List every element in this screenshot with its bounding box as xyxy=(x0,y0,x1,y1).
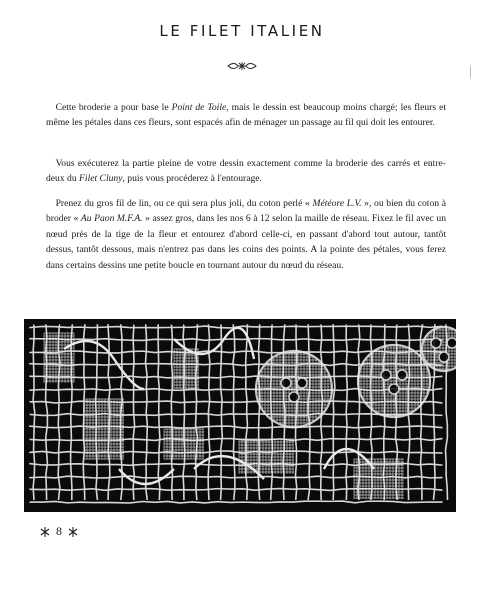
page-number-text: 8 xyxy=(56,524,62,538)
page-edge-mark xyxy=(470,66,471,78)
title-ornament-icon xyxy=(226,60,258,72)
lace-photograph xyxy=(24,319,456,512)
paragraph-1: Cette broderie a pour base le Point de Toile, mais le dessin est beaucoup moins chargé; les fleurs et même les pétales dans ces fleurs, sont espacés afin de ménager un passage au fil qui doit les entourer. xyxy=(46,102,446,129)
page-title: LE FILET ITALIEN xyxy=(159,22,325,40)
page-number xyxy=(40,524,78,539)
paragraph-2: Vous exécuterez la partie pleine de votre dessin exactement comme la broderie des carrés et entre-deux du Filet Cluny, puis vous procéderez à l'entourage. xyxy=(46,158,446,185)
paragraph-3: Prenez du gros fil de lin, ou ce qui sera plus joli, du coton perlé « Météore L.V. », ou bien du coton à broder « Au Paon M.F.A. » assez gros, dans les nos 6 à 12 selon la maille de réseau. Fixez le fil avec un nœud près de la tige de la fleur et entourez d'abord celle-ci, en passant d'abord tout autour, tantôt dessus, tantôt dessous, mais n'entrez pas dans les coins des points. A la pointe des pétales, vous ferez dans certains dessins une petite boucle en tournant autour du nœud du réseau. xyxy=(46,198,447,271)
folio-ornament-right-icon xyxy=(68,527,78,537)
folio-ornament-left-icon xyxy=(40,527,50,537)
